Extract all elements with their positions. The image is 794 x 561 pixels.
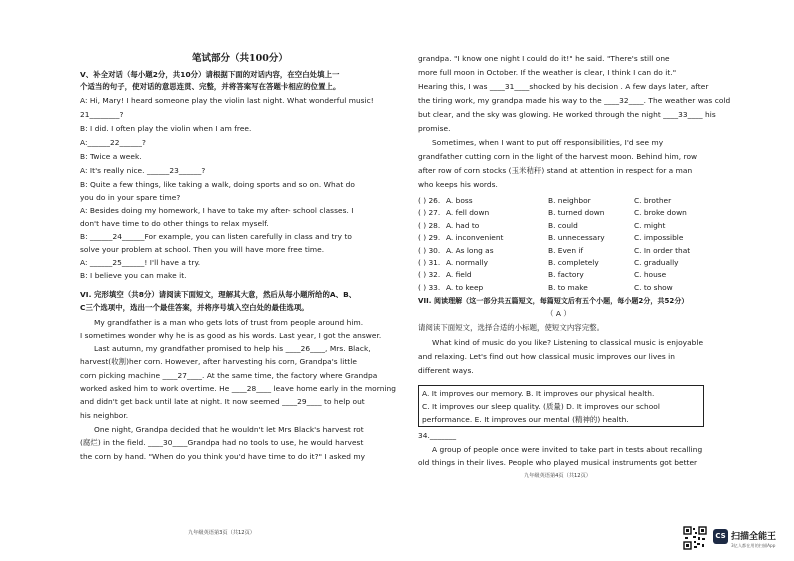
option-choice: A. to keep <box>446 282 484 292</box>
option-choice: A. normally <box>446 258 488 267</box>
text-line: A: It's really nice. ______23______? <box>80 166 206 175</box>
text-line: you do in your spare time? <box>80 193 181 202</box>
text-line: worked asked him to work overtime. He ____28____ leave home early in the morning <box>80 384 397 393</box>
qr-code-icon <box>683 526 707 550</box>
passage-a-label: （ A ） <box>546 309 571 318</box>
text-line: A:______22______? <box>80 138 146 147</box>
heading-option-line: performance. E. It improves our mental (精神的) health. <box>422 415 629 424</box>
left-page-footer: 九年级英语第3页（共12页） <box>188 530 255 536</box>
text-line: Hearing this, I was ____31____shocked by his decision . A few days later, after <box>418 82 709 91</box>
text-line: promise. <box>418 124 451 133</box>
text-line: old things in their lives. People who played musical instruments got better <box>418 458 698 467</box>
text-line: My grandfather is a man who gets lots of trust from people around him. <box>94 318 364 327</box>
option-choice: C. broke down <box>634 208 687 218</box>
option-choice: B. to make <box>548 282 588 292</box>
text-line: the corn by hand. "When do you think you'd have time to do it?" I asked my <box>80 452 366 461</box>
text-line: who keeps his words. <box>418 180 498 189</box>
option-choice: A. boss <box>446 196 473 205</box>
text-line: harvest(收割)her corn. However, after harvesting his corn, Grandpa's little <box>80 357 357 366</box>
watermark-tagline: 3亿人都在用的扫描App <box>731 543 776 548</box>
option-question-number: ( ) 26. <box>418 196 441 205</box>
text-line: and relaxing. Let's find out how classical music improves our lives in <box>418 352 675 361</box>
watermark-app-name: 扫描全能王 <box>731 532 777 542</box>
option-choice: B. turned down <box>548 208 605 218</box>
exam-title: 笔试部分（共100分） <box>192 53 288 64</box>
option-question-number: ( ) 27. <box>418 208 441 218</box>
option-choice: B. could <box>548 220 578 230</box>
option-question-number: ( ) 32. <box>418 270 441 280</box>
text-line: don't have time to do other things to relax myself. <box>80 219 269 228</box>
option-choice: A. field <box>446 270 472 280</box>
right-page-footer: 九年级英语第4页（共12页） <box>524 473 591 479</box>
text-line: and didn't get back until late at night. It now seemed ____29____ to help out <box>80 397 365 406</box>
question-34-blank: 34._______ <box>418 431 457 440</box>
text-line: 请阅读下面短文，选择合适的小标题，使短文内容完整。 <box>418 323 605 332</box>
heading-option-line: A. It improves our memory. B. It improves our physical health. <box>422 389 655 398</box>
text-line: V、补全对话（每小题2分，共10分）请根据下面的对话内容，在空白处填上一 <box>80 70 340 79</box>
option-choice: C. gradually <box>634 258 679 267</box>
text-line: different ways. <box>418 366 474 375</box>
option-choice: B. Even if <box>548 245 584 255</box>
text-line: B: Quite a few things, like taking a walk, doing sports and so on. What do <box>80 180 355 189</box>
option-question-number: ( ) 30. <box>418 245 441 255</box>
option-choice: C. brother <box>634 196 672 205</box>
option-question-number: ( ) 28. <box>418 220 441 230</box>
option-choice: B. unnecessary <box>548 233 605 243</box>
heading-option-line: C. It improves our sleep quality. (质量) D. It improves our school <box>422 402 660 411</box>
text-line: 21________? <box>80 110 124 119</box>
text-line: Sometimes, when I want to put off responsibilities, I'd see my <box>432 138 664 147</box>
text-line: VI. 完形填空（共8分）请阅读下面短文，理解其大意，然后从每小题所给的A、B、 <box>80 290 357 299</box>
option-choice: B. factory <box>548 270 584 280</box>
text-line: Last autumn, my grandfather promised to help his ____26____, Mrs. Black, <box>94 344 371 353</box>
text-line: B: ______24______For example, you can listen carefully in class and try to <box>80 232 352 241</box>
text-line: C三个选项中，选出一个最佳答案，并将序号填入空白处的最佳选项。 <box>80 303 309 312</box>
option-question-number: ( ) 29. <box>418 233 441 243</box>
text-line: What kind of music do you like? Listening to classical music is enjoyable <box>432 338 704 347</box>
text-line: his neighbor. <box>80 411 129 420</box>
option-choice: C. might <box>634 220 666 230</box>
text-line: but clear, and the sky was glowing. He worked through the night ____33____ his <box>418 110 716 119</box>
option-choice: B. neighbor <box>548 196 591 205</box>
option-choice: C. impossible <box>634 233 684 243</box>
option-choice: A. fell down <box>446 208 490 218</box>
option-choice: A. inconvenient <box>446 233 504 243</box>
option-choice: C. In order that <box>634 245 691 255</box>
text-line: 个适当的句子，使对话的意思连贯、完整，并将答案写在答题卡相应的位置上。 <box>80 82 341 91</box>
text-line: grandpa. "I know one night I could do it!" he said. "There's still one <box>418 54 670 63</box>
option-question-number: ( ) 31. <box>418 258 441 267</box>
option-question-number: ( ) 33. <box>418 282 441 292</box>
option-choice: B. completely <box>548 258 599 267</box>
text-line: corn picking machine ____27____. At the same time, the factory where Grandpa <box>80 371 378 380</box>
text-line: B: Twice a week. <box>80 152 142 161</box>
camscanner-logo-icon: CS <box>713 529 728 544</box>
text-line: I sometimes wonder why he is as good as his words. Last year, I got the answer. <box>80 331 382 340</box>
text-line: B: I believe you can make it. <box>80 271 187 280</box>
option-choice: C. to show <box>634 282 673 292</box>
text-line: A: Hi, Mary! I heard someone play the violin last night. What wonderful music! <box>80 96 374 105</box>
text-line: solve your problem at school. Then you will have more free time. <box>80 245 325 254</box>
text-line: the tiring work, my grandpa made his way to the ____32____. The weather was cold <box>418 96 731 105</box>
option-choice: C. house <box>634 270 667 280</box>
text-line: A group of people once were invited to take part in tests about recalling <box>432 445 703 454</box>
text-line: B: I did. I often play the violin when I am free. <box>80 124 252 133</box>
text-line: grandfather cutting corn in the light of the harvest moon. Behind him, row <box>418 152 698 161</box>
section-vii-heading: VII. 阅读理解（这一部分共五篇短文，每篇短文后有五个小题，每小题2分，共52分） <box>418 297 689 305</box>
text-line: A: ______25______! I'll have a try. <box>80 258 201 267</box>
text-line: more full moon in October. If the weather is clear, I think I can do it." <box>418 68 677 77</box>
text-line: One night, Grandpa decided that he wouldn't let Mrs Black's harvest rot <box>94 425 364 434</box>
text-line: after row of corn stocks (玉米秸秆) stand at attention in respect for a man <box>418 166 693 175</box>
left-page <box>80 0 397 561</box>
text-line: (腐烂) in the field. ____30____Grandpa had no tools to use, he would harvest <box>80 438 364 447</box>
option-choice: A. had to <box>446 220 480 230</box>
option-choice: A. As long as <box>446 245 494 255</box>
text-line: A: Besides doing my homework, I have to take my after- school classes. I <box>80 206 354 215</box>
